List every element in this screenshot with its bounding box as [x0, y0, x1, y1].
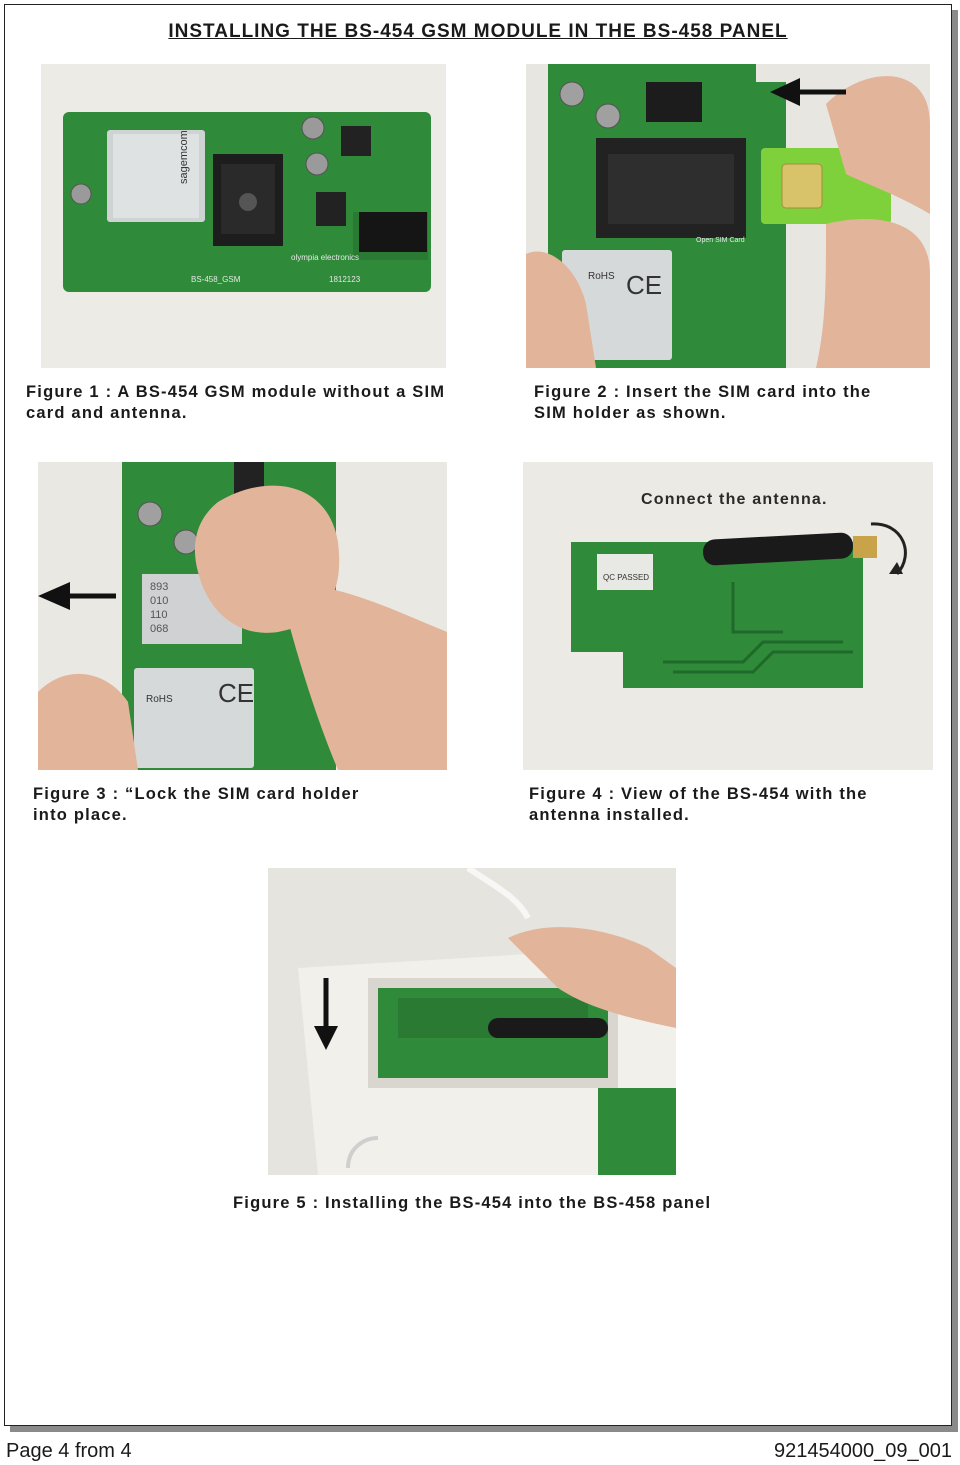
page-number: Page 4 from 4: [6, 1440, 132, 1462]
antenna-overlay-text: Connect the antenna.: [641, 491, 828, 508]
serial-label: 1812123: [329, 275, 361, 284]
figure-4-image: [523, 462, 933, 770]
figure-3-image: [38, 462, 447, 770]
figure-4-caption: [529, 784, 868, 826]
figure-1-caption: [26, 382, 445, 424]
brand-label: olympia electronics: [291, 253, 360, 262]
ce-label: CE: [626, 270, 663, 300]
document-code: 921454000_09_001: [774, 1440, 952, 1462]
ce-label-fig3: CE: [218, 678, 255, 708]
figure-4-photo: [523, 462, 933, 770]
figure-2-caption: [534, 382, 871, 424]
figure-4-caption-line1: Figure 4 : View of the BS-454 with the: [529, 785, 868, 803]
figure-5-photo: [268, 868, 676, 1175]
figure-2-image: [526, 64, 930, 368]
sim-digits-1: 893: [150, 581, 169, 593]
figure-3-photo: [38, 462, 447, 770]
figure-3-caption: [33, 784, 360, 826]
module-brand-label: sagemcom: [178, 130, 190, 184]
sim-digits-3: 110: [150, 609, 168, 621]
qc-label: QC PASSED: [603, 573, 650, 582]
figure-5-caption: [233, 1193, 711, 1214]
sim-holder-label: Open SIM Card: [696, 237, 745, 244]
figure-5-image: [268, 868, 676, 1175]
figure-3-caption-line1: Figure 3 : “Lock the SIM card holder: [33, 785, 360, 803]
figure-1-image: [41, 64, 446, 368]
page-title: INSTALLING THE BS-454 GSM MODULE IN THE BS-458 PANEL: [168, 21, 788, 42]
figure-1-photo: [41, 64, 446, 368]
figure-2-photo: [526, 64, 930, 368]
model-label: BS-458_GSM: [191, 275, 241, 284]
figure-5-caption-line1: Figure 5 : Installing the BS-454 into the BS-458 panel: [233, 1194, 712, 1212]
figure-1-caption-line2: card and antenna.: [26, 404, 188, 422]
figure-4-caption-line2: antenna installed.: [529, 806, 690, 824]
rohs-label-fig3: RoHS: [146, 694, 173, 705]
sim-digits-4: 068: [150, 623, 169, 635]
figure-3-caption-line2: into place.: [33, 806, 128, 824]
sim-digits-2: 010: [150, 595, 169, 607]
rohs-label: RoHS: [588, 271, 615, 282]
figure-2-caption-line2: SIM holder as shown.: [534, 404, 727, 422]
figure-1-caption-line1: Figure 1 : A BS-454 GSM module without a SIM: [26, 383, 446, 401]
figure-2-caption-line1: Figure 2 : Insert the SIM card into the: [534, 383, 872, 401]
